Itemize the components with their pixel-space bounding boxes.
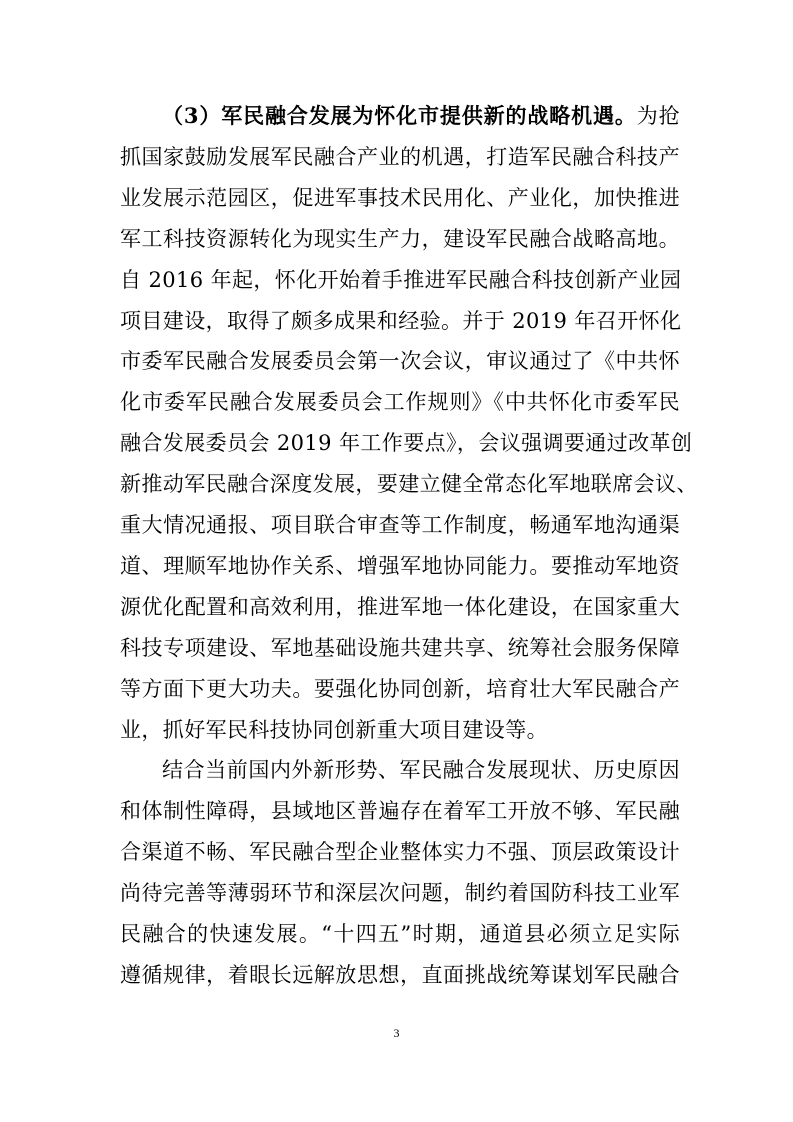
paragraph-line: 结合当前国内外新形势、军民融合发展现状、历史原因 [162,758,680,782]
paragraph-line: 尚待完善等薄弱环节和深层次问题，制约着国防科技工业军 [120,881,680,905]
paragraph-line: 合渠道不畅、军民融合型企业整体实力不强、顶层政策设计 [120,840,680,864]
paragraph-line: 民融合的快速发展。“十四五”时期，通道县必须立足实际 [120,922,680,946]
paragraph-line: 等方面下更大功夫。要强化协同创新，培育壮大军民融合产 [120,677,680,701]
paragraph-line: 源优化配置和高效利用，推进军地一体化建设，在国家重大 [120,595,680,619]
paragraph-line: 融合发展委员会 2019 年工作要点》，会议强调要通过改革创 [120,431,693,455]
paragraph-1-line-1 [162,101,680,131]
paragraph-line: 遵循规律，着眼长远解放思想，直面挑战统筹谋划军民融合 [120,963,680,987]
paragraph-line: 新推动军民融合深度发展，要建立健全常态化军地联席会议、 [120,472,698,496]
paragraph-line: 化市委军民融合发展委员会工作规则》《中共怀化市委军民 [120,390,680,414]
paragraph-line: 科技专项建设、军地基础设施共建共享、统筹社会服务保障 [120,636,680,660]
paragraph-line: 重大情况通报、项目联合审查等工作制度，畅通军地沟通渠 [120,513,680,537]
paragraph-line: 业发展示范园区，促进军事技术民用化、产业化，加快推进 [120,186,680,210]
paragraph-line: 业，抓好军民科技协同创新重大项目建设等。 [120,718,548,742]
paragraph-line: 市委军民融合发展委员会第一次会议，审议通过了《中共怀 [120,349,680,373]
paragraph-text: 为抢 [636,104,680,128]
paragraph-line: 项目建设，取得了颇多成果和经验。并于 2019 年召开怀化 [120,309,682,333]
page-number: 3 [393,1026,400,1040]
paragraph-line: 抓国家鼓励发展军民融合产业的机遇，打造军民融合科技产 [120,145,680,169]
paragraph-line: 道、理顺军地协作关系、增强军地协同能力。要推动军地资 [120,554,680,578]
paragraph-line: 军工科技资源转化为现实生产力，建设军民融合战略高地。 [120,227,680,251]
paragraph-line: 自 2016 年起，怀化开始着手推进军民融合科技创新产业园 [120,268,682,292]
paragraph-line: 和体制性障碍，县域地区普遍存在着军工开放不够、军民融 [120,799,680,823]
section-heading: （3）军民融合发展为怀化市提供新的战略机遇。 [162,103,637,128]
